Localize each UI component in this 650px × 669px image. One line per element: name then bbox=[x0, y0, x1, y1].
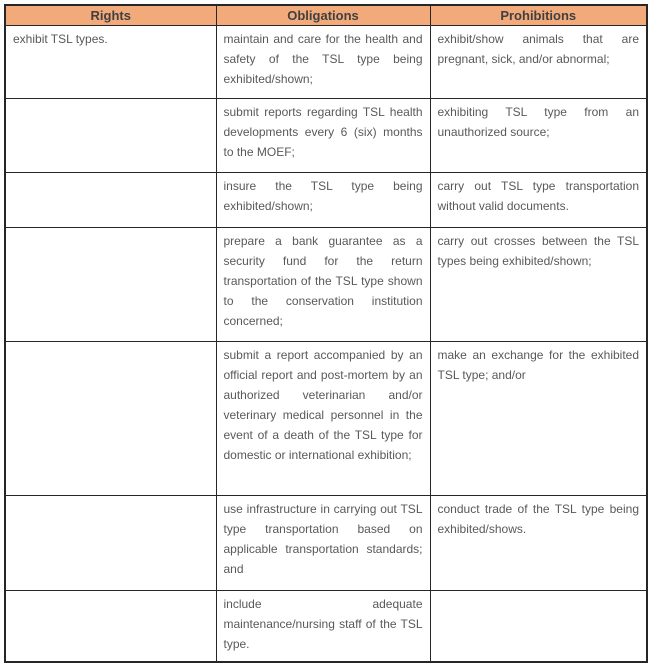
rights-cell bbox=[5, 173, 216, 228]
table-row bbox=[5, 342, 647, 496]
obligations-cell: prepare a bank guarantee as a security fund for the return transportation of the TSL type shown to the conservation institution concerned; bbox=[216, 228, 430, 342]
obligations-cell: insure the TSL type being exhibited/shown; bbox=[216, 173, 430, 228]
table-header-row bbox=[5, 5, 647, 26]
table-row bbox=[5, 591, 647, 662]
rights-cell: exhibit TSL types. bbox=[5, 26, 216, 99]
obligations-cell: maintain and care for the health and safety of the TSL type being exhibited/shown; bbox=[216, 26, 430, 99]
prohibitions-cell: make an exchange for the exhibited TSL type; and/or bbox=[430, 342, 647, 496]
rights-cell bbox=[5, 591, 216, 662]
obligations-cell: submit reports regarding TSL health developments every 6 (six) months to the MOEF; bbox=[216, 99, 430, 173]
prohibitions-cell: carry out crosses between the TSL types being exhibited/shown; bbox=[430, 228, 647, 342]
obligations-column-header: Obligations bbox=[216, 5, 430, 26]
table-row bbox=[5, 26, 647, 99]
rights-obligations-prohibitions-table bbox=[4, 4, 648, 663]
obligations-cell: submit a report accompanied by an official report and post-mortem by an authorized veterinarian and/or veterinary medical personnel in the event of a death of the TSL type for domestic or international exhibition; bbox=[216, 342, 430, 496]
rights-cell bbox=[5, 99, 216, 173]
table-row bbox=[5, 496, 647, 591]
rights-cell bbox=[5, 342, 216, 496]
obligations-cell: use infrastructure in carrying out TSL type transportation based on applicable transportation standards; and bbox=[216, 496, 430, 591]
obligations-cell: include adequate maintenance/nursing staff of the TSL type. bbox=[216, 591, 430, 662]
table-row bbox=[5, 173, 647, 228]
rights-cell bbox=[5, 496, 216, 591]
prohibitions-cell: exhibit/show animals that are pregnant, sick, and/or abnormal; bbox=[430, 26, 647, 99]
rights-cell bbox=[5, 228, 216, 342]
prohibitions-column-header: Prohibitions bbox=[430, 5, 647, 26]
prohibitions-cell: carry out TSL type transportation without valid documents. bbox=[430, 173, 647, 228]
table-row bbox=[5, 228, 647, 342]
table-row bbox=[5, 99, 647, 173]
prohibitions-cell: exhibiting TSL type from an unauthorized source; bbox=[430, 99, 647, 173]
rights-column-header: Rights bbox=[5, 5, 216, 26]
prohibitions-cell bbox=[430, 591, 647, 662]
prohibitions-cell: conduct trade of the TSL type being exhibited/shows. bbox=[430, 496, 647, 591]
